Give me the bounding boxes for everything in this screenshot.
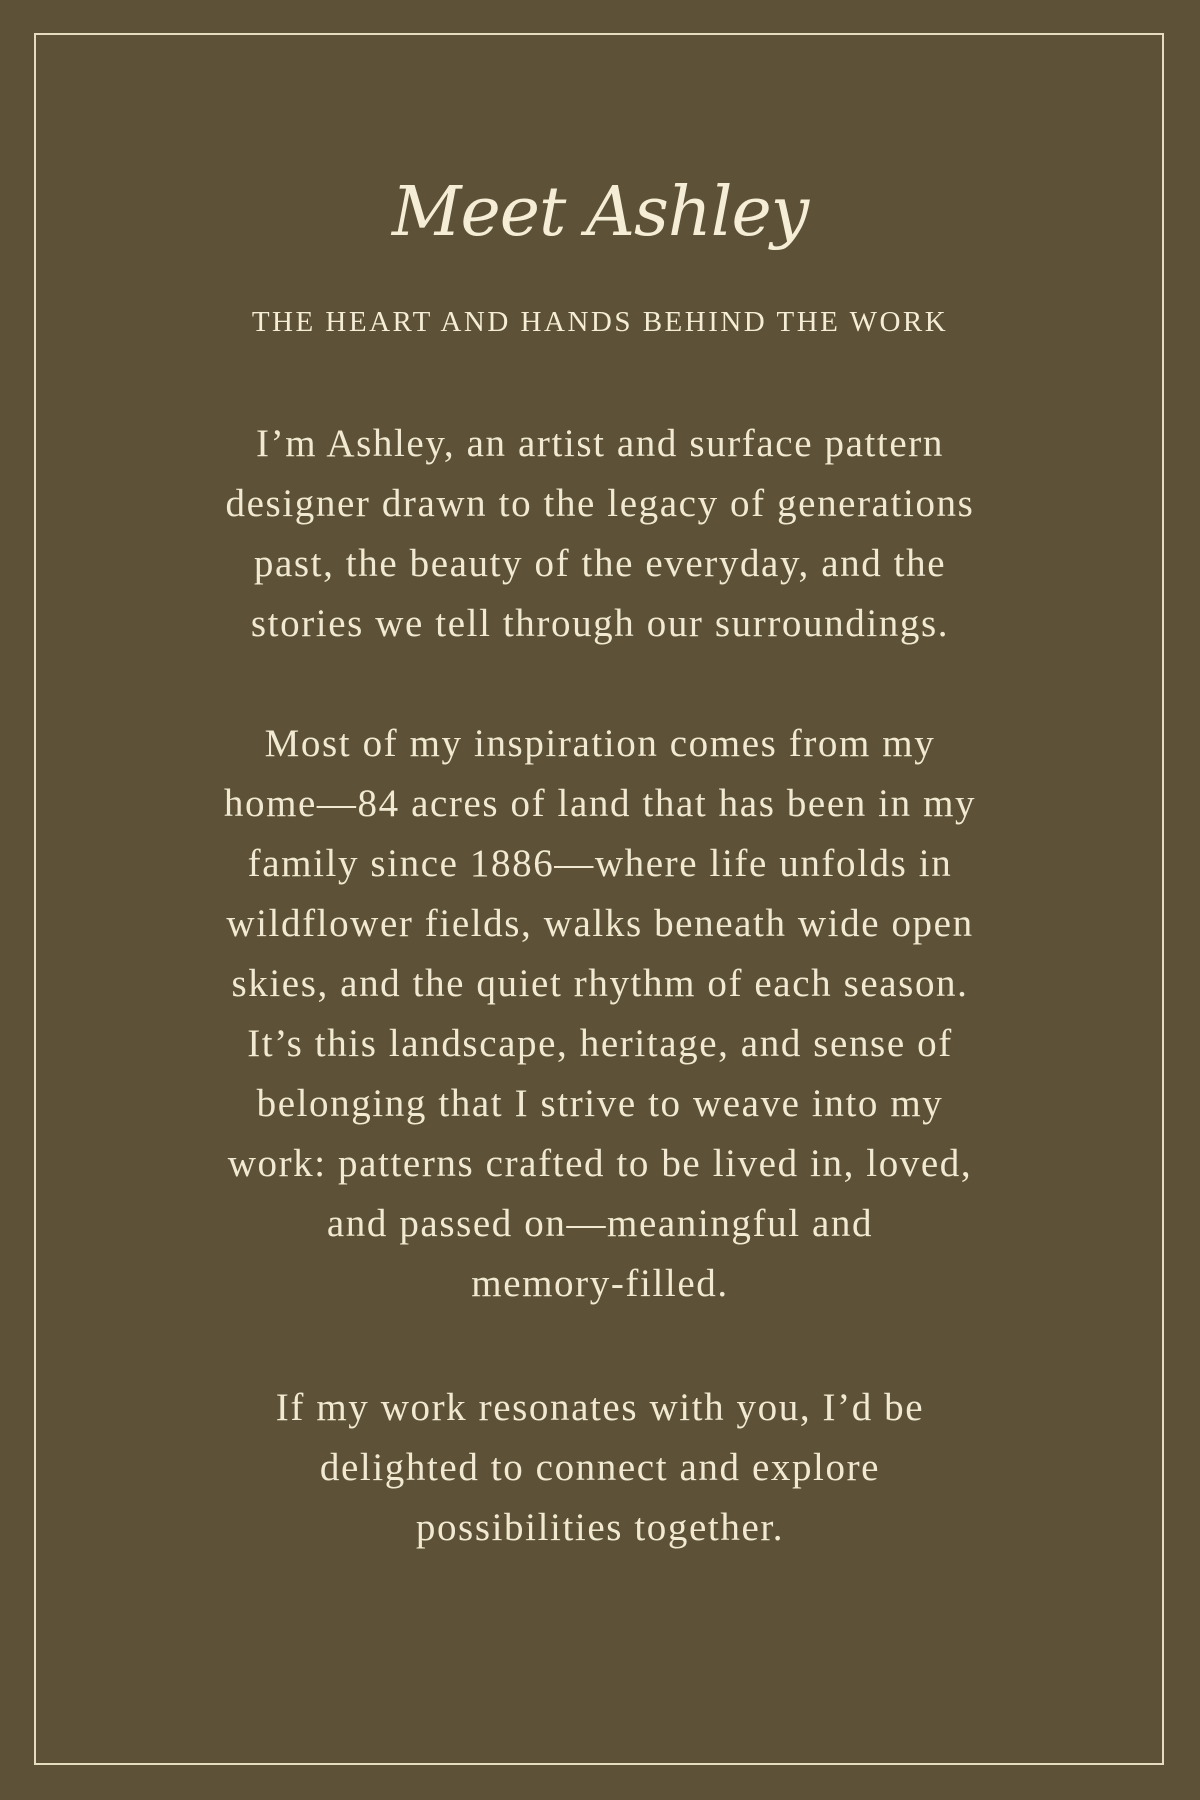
page-title: Meet Ashley <box>391 173 809 252</box>
paragraph-line: work: patterns crafted to be lived in, loved, <box>227 1142 973 1185</box>
paragraph-line: wildflower fields, walks beneath wide open <box>226 902 974 945</box>
paragraph-line: It’s this landscape, heritage, and sense of <box>247 1022 953 1065</box>
paragraph-line: delighted to connect and explore <box>319 1446 881 1489</box>
paragraph-line: family since 1886—where life unfolds in <box>247 842 953 885</box>
paragraph-line: past, the beauty of the everyday, and the <box>253 542 947 585</box>
intro-paragraph <box>128 414 1072 654</box>
page-subtitle: THE HEART AND HANDS BEHIND THE WORK <box>251 306 949 338</box>
paragraph-line: home—84 acres of land that has been in my <box>223 782 977 825</box>
paragraph-line: belonging that I strive to weave into my <box>256 1082 944 1125</box>
paragraph-line: Most of my inspiration comes from my <box>264 722 936 765</box>
paragraph-line: possibilities together. <box>415 1506 785 1549</box>
paragraph-line: memory-filled. <box>471 1262 729 1305</box>
paragraph-line: skies, and the quiet rhythm of each season. <box>231 962 969 1005</box>
paragraph-line: If my work resonates with you, I’d be <box>275 1386 925 1429</box>
paragraph-line: and passed on—meaningful and <box>326 1202 874 1245</box>
paragraph-line: stories we tell through our surroundings. <box>250 602 950 645</box>
contact-paragraph <box>128 1378 1072 1558</box>
paragraph-line: I’m Ashley, an artist and surface pattern <box>256 422 944 465</box>
paragraph-line: designer drawn to the legacy of generations <box>225 482 975 525</box>
inspiration-paragraph <box>128 714 1072 1314</box>
